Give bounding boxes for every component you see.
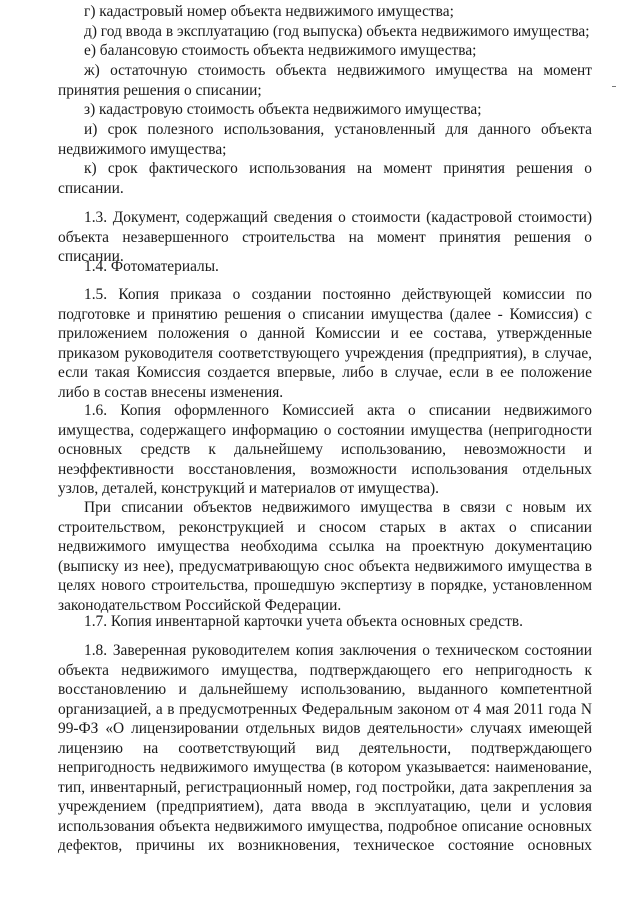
paragraph-note: При списании объектов недвижимого имущества в связи с новым их строительством, реконструкцией и сносом старых в актах о списании недвижимого имущества необходима ссылка на проектную документацию (выписку из нее), предусматривающую снос объекта недвижимого имущества в целях нового строительства, прошедшую экспертизу в порядке, установленном законодательством Российской Федерации.: [58, 499, 592, 614]
list-item-g: г) кадастровый номер объекта недвижимого имущества;: [84, 3, 454, 20]
list-item-i: и) срок полезного использования, установленный для данного объекта недвижимого имущества;: [58, 121, 592, 158]
list-item-z: з) кадастровую стоимость объекта недвижимого имущества;: [84, 101, 482, 118]
scan-edge-mark: [612, 86, 616, 87]
list-item-e: е) балансовую стоимость объекта недвижимого имущества;: [84, 42, 477, 59]
list-item-d: д) год ввода в эксплуатацию (год выпуска) объекта недвижимого имущества;: [84, 23, 590, 40]
paragraph-1-5: 1.5. Копия приказа о создании постоянно действующей комиссии по подготовке и принятию решения о списании имущества (далее - Комиссия) с приложением положения о данной Комиссии и ее состава, утвержденные приказом руководителя соответствующего учреждения (предприятия), в случае, если такая Комиссия создается впервые, либо в случае, если в ее положение либо в состав внесены изменения.: [58, 286, 592, 401]
paragraph-1-7: 1.7. Копия инвентарной карточки учета объекта основных средств.: [84, 613, 523, 630]
paragraph-1-3: 1.3. Документ, содержащий сведения о стоимости (кадастровой стоимости) объекта незавершенного строительства на момент принятия решения о списании.: [58, 209, 592, 265]
list-item-zh: ж) остаточную стоимость объекта недвижимого имущества на момент принятия решения о списании;: [58, 62, 592, 99]
paragraph-1-8: 1.8. Заверенная руководителем копия заключения о техническом состоянии объекта недвижимого имущества, подтверждающего его непригодность к восстановлению и дальнейшему использованию, выданного компетентной организацией, а в предусмотренных Федеральным законом от 4 мая 2011 года N 99-ФЗ «О лицензировании отдельных видов деятельности» случаях имеющей лицензию на соответствующий вид деятельности, подтверждающего непригодность недвижимого имущества (в котором указывается: наименование, тип, инвентарный, регистрационный номер, год постройки, дата закрепления за учреждением (предприятием), дата ввода в эксплуатацию, цели и условия использования объекта недвижимого имущества, подробное описание основных дефектов, причины их возникновения, техническое состояние основных: [58, 642, 592, 854]
paragraph-1-6: 1.6. Копия оформленного Комиссией акта о списании недвижимого имущества, содержащего информацию о состоянии имущества (непригодности основных средств к дальнейшему использованию, невозможности и неэффективности восстановления, возможности использования отдельных узлов, деталей, конструкций и материалов от имущества).: [58, 402, 592, 497]
list-item-k: к) срок фактического использования на момент принятия решения о списании.: [58, 160, 592, 197]
paragraph-1-4: 1.4. Фотоматериалы.: [84, 258, 219, 275]
